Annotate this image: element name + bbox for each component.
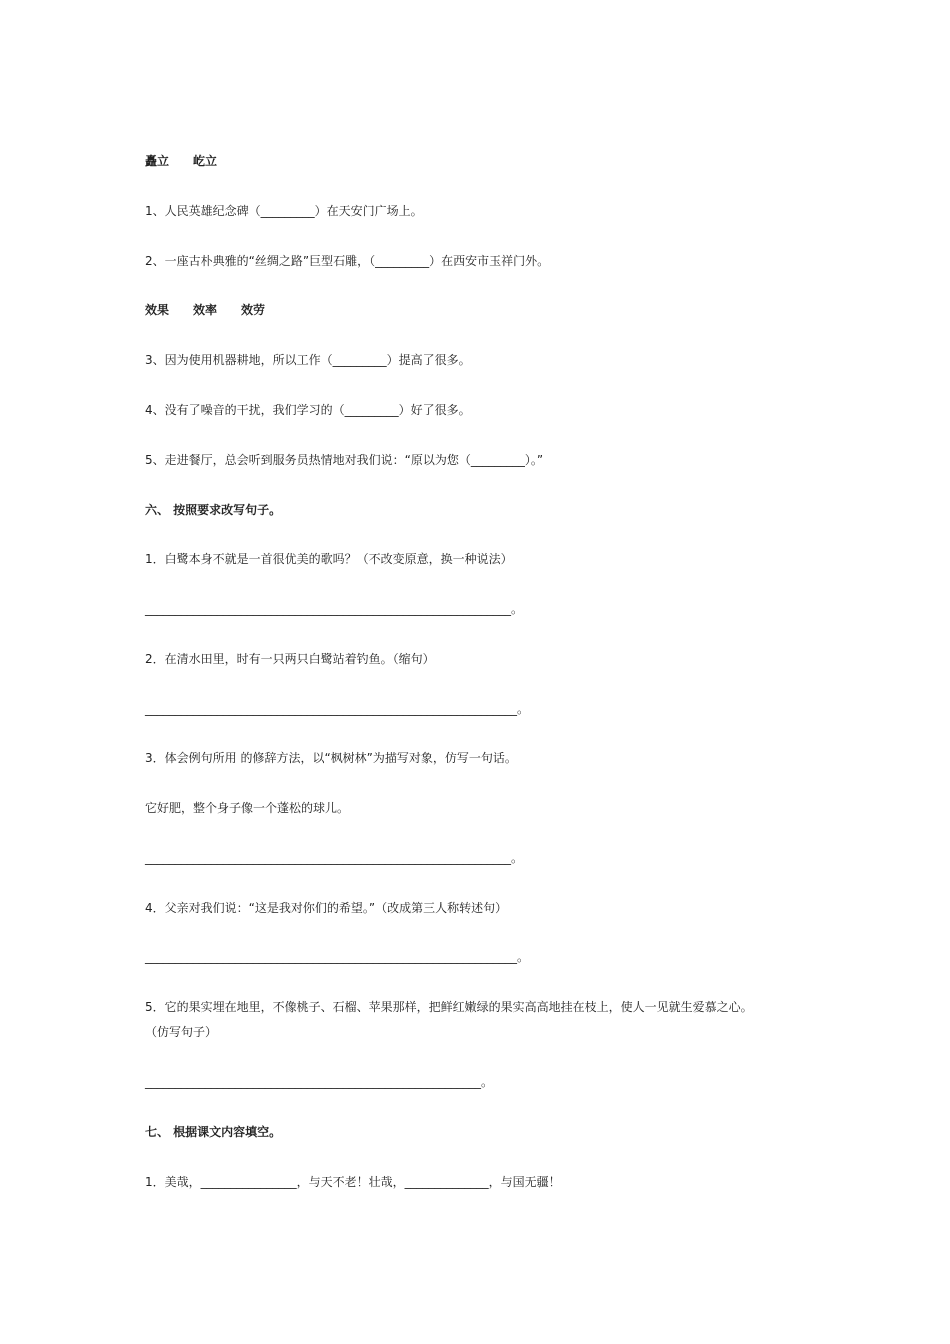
section-6-heading: 六、 按照要求改写句子。	[145, 503, 282, 517]
question-3: 3、因为使用机器耕地，所以工作（_________）提高了很多。	[145, 353, 471, 367]
s6-question-1: 1．白鹭本身不就是一首很优美的歌吗？（不改变原意，换一种说法）	[145, 552, 513, 566]
s6-answer-line-1: _____________________________________________________________。	[145, 602, 524, 616]
s6-question-4: 4．父亲对我们说：“这是我对你们的希望。”（改成第三人称转述句）	[145, 901, 508, 915]
s6-question-5-note: （仿写句子）	[145, 1025, 218, 1039]
word-group-1	[145, 153, 217, 169]
s6-question-3-example: 它好肥，整个身子像一个蓬松的球儿。	[145, 801, 350, 815]
s6-question-2: 2．在清水田里，时有一只两只白鹭站着钓鱼。（缩句）	[145, 652, 435, 666]
section-7-heading: 七、 根据课文内容填空。	[145, 1125, 282, 1139]
word-option: 效率	[193, 303, 218, 317]
question-1: 1、人民英雄纪念碑（_________）在天安门广场上。	[145, 204, 423, 218]
s6-answer-line-2: ______________________________________________________________。	[145, 702, 530, 716]
word-option: 效劳	[241, 303, 266, 317]
s6-answer-line-5: ________________________________________________________。	[145, 1075, 494, 1089]
s7-question-1: 1．美哉，________________，与天不老！壮哉，______________，与国无疆！	[145, 1175, 561, 1189]
word-option: 矗立	[145, 154, 170, 168]
word-option: 屹立	[193, 154, 218, 168]
question-2: 2、一座古朴典雅的“丝绸之路”巨型石雕，（_________）在西安市玉祥门外。	[145, 254, 550, 268]
word-option: 效果	[145, 303, 170, 317]
s6-question-3: 3．体会例句所用 的修辞方法，以“枫树林”为描写对象，仿写一句话。	[145, 751, 517, 765]
word-group-2	[145, 302, 265, 318]
question-4: 4、没有了噪音的干扰，我们学习的（_________）好了很多。	[145, 403, 471, 417]
s6-answer-line-3: _____________________________________________________________。	[145, 851, 524, 865]
question-5: 5、走进餐厅，总会听到服务员热情地对我们说：“原以为您（_________）。”	[145, 453, 544, 467]
s6-question-5: 5．它的果实埋在地里，不像桃子、石榴、苹果那样，把鲜红嫩绿的果实高高地挂在枝上，使人一见就生爱慕之心。	[145, 1000, 753, 1014]
s6-answer-line-4: ______________________________________________________________。	[145, 950, 530, 964]
